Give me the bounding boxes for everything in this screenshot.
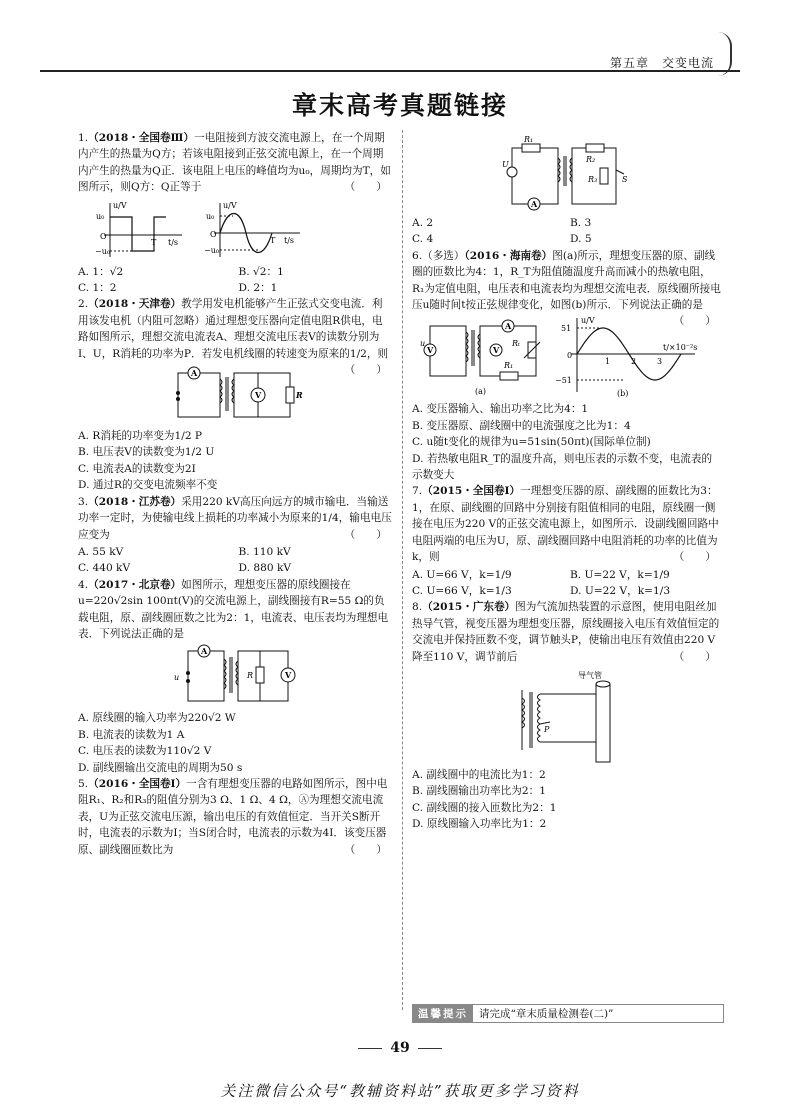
q2-option-a[interactable]: A. R消耗的功率变为1/2 P [78, 430, 203, 443]
q6-prefix: （多选） [422, 249, 465, 262]
svg-text:S: S [622, 175, 628, 184]
graph1-neg-u0: −u₀ [95, 246, 111, 256]
svg-text:A: A [201, 646, 208, 657]
svg-text:u: u [420, 339, 426, 349]
graph-b-pos: 51 [561, 324, 572, 334]
q2-option-c[interactable]: C. 电流表A的读数变为2I [78, 462, 196, 475]
svg-text:V: V [427, 345, 434, 356]
q1-source: （2018・全国卷Ⅲ） [88, 132, 195, 144]
q2-option-b[interactable]: B. 电压表V的读数变为1/2 U [78, 446, 215, 459]
q6-source: （2016・海南卷） [464, 249, 553, 262]
fig-b-label: (b) [617, 389, 629, 399]
q4-option-a[interactable]: A. 原线圈的输入功率为220√2 W [78, 712, 236, 725]
svg-text:V: V [493, 345, 500, 356]
left-column [78, 130, 393, 859]
q6-figures [412, 316, 698, 399]
page-number [0, 1040, 800, 1056]
square-wave-graph [96, 199, 186, 261]
svg-text:Rₜ: Rₜ [512, 339, 520, 349]
thermistor-circuit-diagram [420, 316, 545, 398]
q3-option-b[interactable]: B. 110 kV [238, 545, 291, 558]
q5-options [412, 215, 722, 248]
svg-text:V: V [255, 390, 262, 401]
svg-text:P: P [544, 724, 550, 734]
column-divider [402, 130, 403, 1010]
q1-option-d[interactable]: D. 2：1 [238, 282, 278, 295]
graph2-u0: u₀ [206, 211, 215, 221]
q6-option-a[interactable]: A. 变压器输入、输出功率之比为4：1 [412, 403, 589, 416]
q8-option-c[interactable]: C. 副线圈的接入匝数比为2：1 [412, 801, 557, 814]
q5-circuit [412, 135, 722, 212]
q5-option-c[interactable]: C. 4 [412, 233, 434, 246]
graph1-ylabel: u/V [113, 200, 127, 210]
q7-option-d[interactable]: D. U=22 V，k=1/3 [570, 584, 671, 597]
graph1-origin: O [100, 231, 107, 241]
q1-option-b[interactable]: B. √2：1 [238, 265, 284, 278]
q7-source: （2015・全国卷Ⅰ） [422, 485, 521, 498]
right-column [412, 130, 722, 833]
q7-text: 一理想变压器的原、副线圈的匝数比为3：1，在原、副线圈的回路中分别接有阻值相同的电阻，原线圈一侧接在电压为220 V的正弦交流电源上，如图所示．设副线圈回路中电阻两端的电压为U，原、副线圈回路中电阻消耗的功率的比值为k，则 [412, 485, 719, 564]
sine-wave-graph [204, 199, 304, 261]
graph2-ylabel: u/V [223, 200, 237, 210]
air-pipe-label: 导气管 [578, 670, 602, 680]
q6-text: 图(a)所示，理想变压器的原、副线圈的匝数比为4：1，R_T为阻值随温度升高而减小的热敏电阻，R₁为定值电阻，电压表和电流表均为理想交流电表．原线圈所接电压u随时间t按正弦规律变化，如图(b)所示．下列说法正确的是 [412, 249, 721, 312]
q8-option-a[interactable]: A. 副线圈中的电流比为1：2 [412, 768, 546, 781]
tip-box [412, 1004, 724, 1023]
q8-source: （2015・广东卷） [422, 601, 516, 614]
q1-option-a[interactable]: A. 1：√2 [78, 265, 124, 278]
q3-paren: （ ） [344, 528, 387, 541]
q3-option-a[interactable]: A. 55 kV [78, 545, 124, 558]
q1-figures [78, 199, 393, 261]
q4-option-d[interactable]: D. 副线圈输出交流电的周期为50 s [78, 761, 243, 774]
graph2-T: T [270, 235, 276, 245]
graph1-xlabel: t/s [168, 237, 179, 247]
q2-text: 教学用发电机能够产生正弦式交变电流．利用该发电机（内阻可忽略）通过理想变压器向定值电阻R供电，电路如图所示，理想交流电流表A、理想交流电压表V的读数分别为I、U，R消耗的功率为P．若发电机线圈的转速变为原来的1/2，则 [78, 298, 389, 360]
q5-text: 一含有理想变压器的电路如图所示，图中电阻R₁、R₂和R₃的阻值分别为3 Ω、1 Ω、4 Ω，Ⓐ为理想交流电流表，U为正弦交流电压源，输出电压的有效值恒定．当开关S断开时，电流表的示数为I；当S闭合时，电流表的示数为4I．该变压器原、副线圈匝数比为 [78, 777, 388, 856]
q5-paren: （ ） [344, 843, 387, 856]
q6-option-c[interactable]: C. u随t变化的规律为u=51sin(50πt)(国际单位制) [412, 436, 651, 449]
transformer-circuit-diagram [174, 645, 304, 707]
q1-text: 一电阻接到方波交流电源上，在一个周期内产生的热量为Q方；若该电阻接到正弦交流电源上，在一个周期内产生的热量为Q正．该电阻上电压的峰值均为u₀，周期均为T，如图所示，则Q方：Q正等于 [78, 132, 391, 194]
voltage-sine-graph [555, 316, 705, 398]
q5-source: （2016・全国卷Ⅰ） [88, 777, 187, 790]
graph1-u0: u₀ [96, 211, 105, 221]
svg-text:A: A [531, 199, 538, 209]
q8-option-b[interactable]: B. 副线圈输出功率比为2：1 [412, 785, 546, 798]
question-8: 8.（2015・广东卷）图为气流加热装置的示意图，使用电阻丝加热导气管，视变压器为理想变压器，原线圈接入电压有效值恒定的交流电并保持匝数不变，调节触头P，使输出电压有效值由220 V降至110 V，调节前后 （ ） [412, 599, 722, 665]
q8-option-d[interactable]: D. 原线圈输入功率比为1：2 [412, 818, 547, 831]
q1-option-c[interactable]: C. 1：2 [78, 282, 117, 295]
graph-b-tick-1: 1 [605, 357, 611, 367]
q2-option-d[interactable]: D. 通过R的交变电流频率不变 [78, 479, 218, 492]
q4-option-b[interactable]: B. 电流表的读数为1 A [78, 728, 185, 741]
chapter-label: 第五章 交变电流 [609, 56, 714, 70]
header-rule [40, 70, 740, 72]
page-number-value: 49 [390, 1040, 410, 1056]
q7-paren: （ ） [673, 551, 716, 564]
tip-text: 请完成“章末质量检测卷(二)” [479, 1008, 614, 1020]
fig-a-label: (a) [475, 387, 487, 397]
q5-option-b[interactable]: B. 3 [570, 217, 592, 229]
svg-text:R₂: R₂ [586, 155, 596, 164]
q3-source: （2018・江苏卷） [88, 495, 182, 508]
q8-text: 图为气流加热装置的示意图，使用电阻丝加热导气管，视变压器为理想变压器，原线圈接入电压有效值恒定的交流电并保持匝数不变，调节触头P，使输出电压有效值由220 V降至110 V，调节前后 [412, 601, 720, 663]
q1-paren: （ ） [344, 181, 387, 194]
graph-b-xlabel: t/×10⁻²s [663, 343, 698, 353]
question-2: 2.（2018・天津卷）教学用发电机能够产生正弦式交变电流．利用该发电机（内阻可忽略）通过理想变压器向定值电阻R供电，电路如图所示，理想交流电流表A、理想交流电压表V的读数分别为I、U，R消耗的功率为P．若发电机线圈的转速变为原来的1/2，则 （ ） [78, 296, 393, 362]
q6-option-b[interactable]: B. 变压器原、副线圈中的电流强度之比为1：4 [412, 419, 631, 432]
svg-text:R₁: R₁ [524, 135, 534, 144]
three-resistor-circuit-diagram [502, 135, 632, 212]
q7-option-c[interactable]: C. U=66 V，k=1/3 [412, 584, 512, 597]
q8-paren: （ ） [673, 650, 716, 663]
graph-b-tick-2: 2 [631, 357, 637, 367]
graph-b-neg: −51 [555, 376, 572, 386]
svg-text:U: U [502, 160, 509, 169]
question-3: 3.（2018・江苏卷）采用220 kV高压向远方的城市输电．当输送功率一定时，为使输电线上损耗的功率减小为原来的1/4，输电电压应变为 （ ） [78, 494, 393, 543]
q4-option-c[interactable]: C. 电压表的读数为110√2 V [78, 745, 212, 758]
q7-option-b[interactable]: B. U=22 V，k=1/9 [570, 568, 670, 581]
graph2-xlabel: t/s [284, 235, 295, 245]
q3-option-d[interactable]: D. 880 kV [238, 562, 292, 575]
air-heater-diagram [512, 668, 632, 764]
svg-text:R: R [247, 671, 254, 681]
q6-option-d[interactable]: D. 若热敏电阻R_T的温度升高，则电压表的示数不变，电流表的示数变大 [412, 452, 713, 482]
q4-circuit [78, 645, 393, 707]
svg-text:R₃: R₃ [588, 175, 598, 184]
svg-text:A: A [191, 368, 198, 379]
q3-option-c[interactable]: C. 440 kV [78, 562, 131, 575]
graph2-origin: O [210, 229, 217, 239]
graph2-neg-u0: −u₀ [204, 245, 220, 255]
graph-b-ylabel: u/V [581, 316, 595, 326]
page-title: 章末高考真题链接 [291, 91, 508, 120]
question-5: 5.（2016・全国卷Ⅰ）一含有理想变压器的电路如图所示，图中电阻R₁、R₂和R₃的阻值分别为3 Ω、1 Ω、4 Ω，Ⓐ为理想交流电流表，U为正弦交流电压源，输出电压的有效值恒定．当开关S断开时，电流表的示数为I；当S闭合时，电流表的示数为4I．该变压器原、副线圈匝数比为 （ ） [78, 776, 393, 858]
q2-source: （2018・天津卷） [88, 298, 182, 311]
generator-circuit-diagram [170, 365, 303, 425]
svg-text:V: V [285, 670, 292, 681]
question-7: 7.（2015・全国卷Ⅰ）一理想变压器的原、副线圈的匝数比为3：1，在原、副线圈的回路中分别接有阻值相同的电阻，原线圈一侧接在电压为220 V的正弦交流电源上，如图所示．设副线圈回路中电阻两端的电压为U，原、副线圈回路中电阻消耗的功率的比值为k，则 （ ） [412, 483, 722, 565]
graph-b-origin: 0 [567, 351, 573, 361]
q5-option-d[interactable]: D. 5 [570, 233, 592, 246]
graph-b-tick-3: 3 [657, 357, 663, 367]
footer-watermark: 关注微信公众号“教辅资料站”获取更多学习资料 [220, 1082, 580, 1100]
q4-source: （2017・北京卷） [88, 578, 182, 591]
q6-paren: （ ） [673, 315, 716, 328]
q3-text: 采用220 kV高压向远方的城市输电．当输送功率一定时，为使输电线上损耗的功率减小为原来的1/4，输电电压应变为 [78, 495, 392, 541]
q7-options [412, 567, 722, 600]
tip-label: 温馨提示 [413, 1005, 473, 1022]
question-6: 6.（多选）（2016・海南卷）图(a)所示，理想变压器的原、副线圈的匝数比为4：1，R_T为阻值随温度升高而减小的热敏电阻，R₁为定值电阻，电压表和电流表均为理想交流电表．原线圈所接电压u随时间t按正弦规律变化，如图(b)所示．下列说法正确的是 （ ） [412, 248, 722, 314]
q2-paren: （ ） [344, 364, 387, 377]
q1-options [78, 264, 393, 297]
svg-text:R: R [296, 390, 303, 401]
question-4: 4.（2017・北京卷）如图所示，理想变压器的原线圈接在u=220√2sin 100πt(V)的交流电源上，副线圈接有R=55 Ω的负载电阻，原、副线圈匝数之比为2：1，电流表、电压表均为理想电表．下列说法正确的是 [78, 578, 389, 640]
q8-figure [412, 668, 722, 764]
question-1: 1.（2018・全国卷Ⅲ）一电阻接到方波交流电源上，在一个周期内产生的热量为Q方；若该电阻接到正弦交流电源上，在一个周期内产生的热量为Q正．该电阻上电压的峰值均为u₀，周期均为T，如图所示，则Q方：Q正等于 （ ） [78, 130, 393, 196]
q3-options [78, 544, 393, 577]
q4-text: 如图所示，理想变压器的原线圈接在u=220√2sin 100πt(V)的交流电源上，副线圈接有R=55 Ω的负载电阻，原、副线圈匝数之比为2：1，电流表、电压表均为理想电表．下列说法正确的是 [78, 578, 389, 640]
svg-text:u: u [174, 673, 180, 683]
q5-option-a[interactable]: A. 2 [412, 217, 434, 229]
svg-text:A: A [505, 321, 512, 332]
graph1-T: T [151, 237, 157, 247]
svg-text:R₁: R₁ [504, 361, 514, 371]
q7-option-a[interactable]: A. U=66 V，k=1/9 [412, 568, 512, 581]
